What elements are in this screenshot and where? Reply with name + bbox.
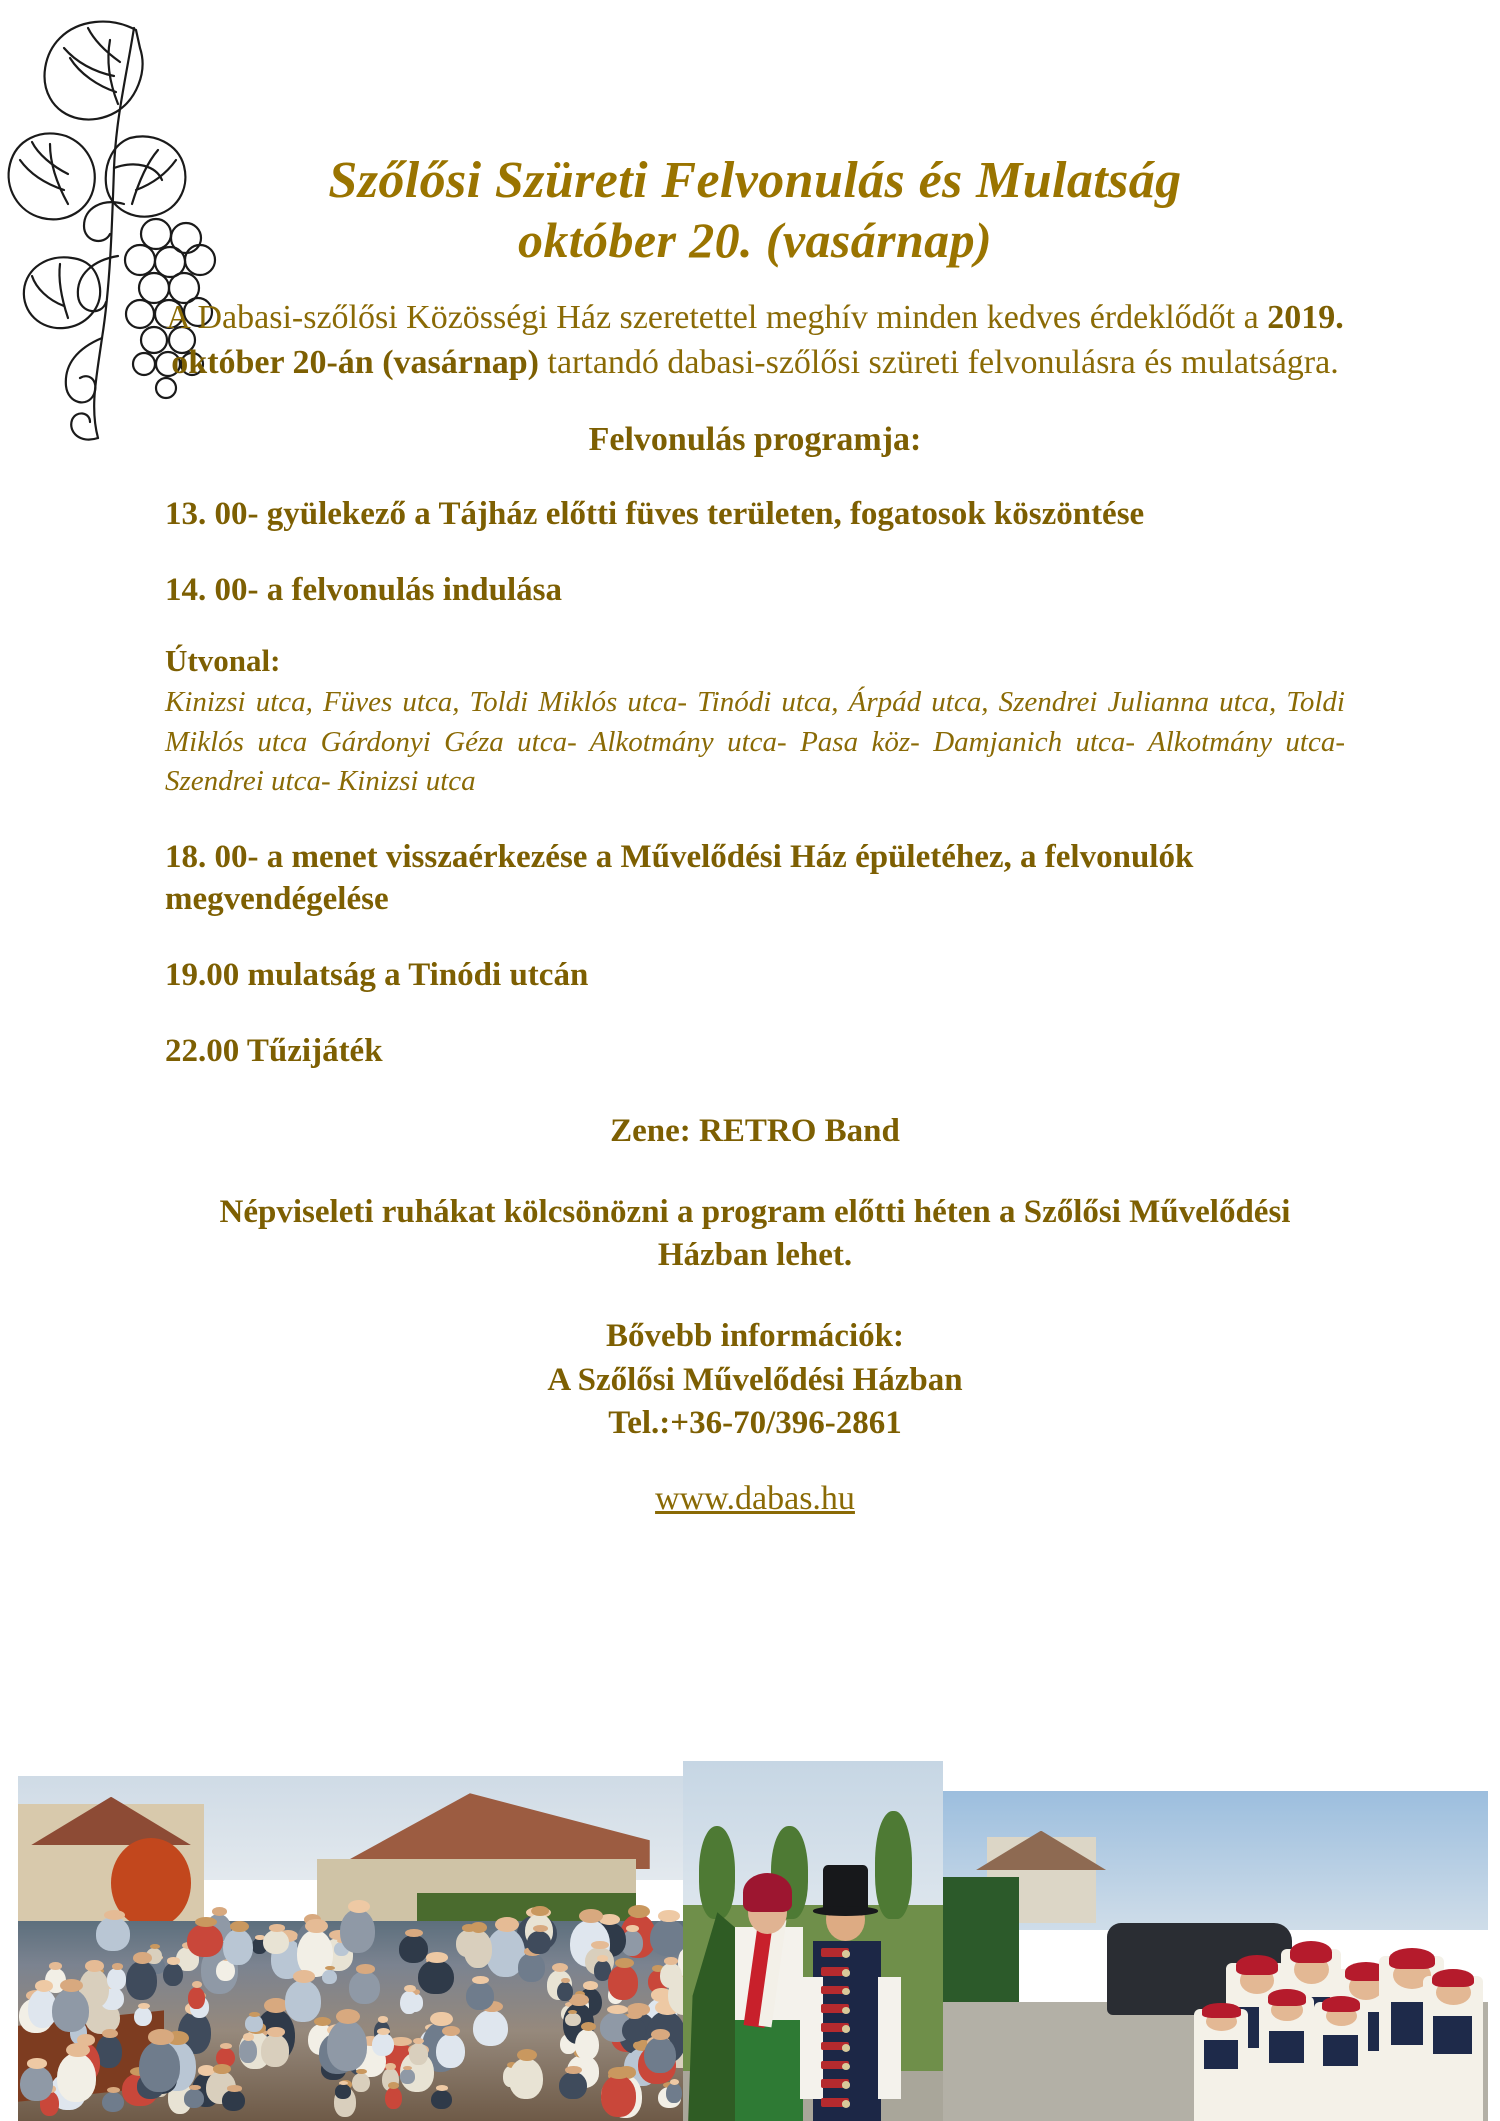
crowd-person-head	[348, 1900, 370, 1913]
crowd-person	[385, 2087, 402, 2109]
crowd-person	[644, 2037, 675, 2074]
group-photo	[943, 1791, 1488, 2121]
crowd-person-head	[628, 1905, 650, 1918]
crowd-person-head	[230, 1921, 249, 1932]
route-label: Útvonal:	[165, 643, 281, 679]
crowd-person	[188, 1987, 205, 2009]
girl-vest	[1323, 2035, 1358, 2066]
crowd-person	[184, 2089, 204, 2108]
intro-after: tartandó dabasi-szőlősi szüreti felvonulásra és mulatságra.	[539, 343, 1339, 381]
vest-button	[842, 2007, 850, 2015]
crowd-person-head	[658, 1910, 680, 1921]
crowd-person	[436, 2034, 465, 2068]
contact-line-1: Bővebb információk:	[606, 1318, 904, 1355]
crowd-person	[245, 2015, 262, 2032]
crowd-person-head	[60, 1979, 83, 1992]
crowd-person	[239, 2039, 258, 2063]
route-text: Kinizsi utca, Füves utca, Toldi Miklós utca- Tinódi utca, Árpád utca, Szendrei Julianna utca, Toldi Miklós utca Gárdonyi Géza utca- Alkotmány utca- Pasa köz- Damjanich utca- Alkotmány utca- Szendrei utca- Kinizsi utca	[165, 686, 1345, 798]
intro-date: 2019. október 20-án (vasárnap)	[171, 299, 1344, 381]
crowd-person-head	[85, 1960, 104, 1972]
crowd-person-head	[102, 2029, 117, 2039]
girl-headpiece	[1268, 1989, 1306, 2005]
girl-headpiece	[1389, 1948, 1435, 1969]
intro-before: A Dabasi-szőlősi Közösségi Ház szeretettel meghív minden kedves érdeklődőt a	[166, 299, 1268, 337]
crowd-person-head	[269, 1924, 285, 1931]
crowd-person-head	[388, 2082, 399, 2089]
girl-vest	[1433, 2016, 1471, 2054]
crowd-person	[352, 2073, 370, 2092]
crowd-person	[335, 2084, 351, 2098]
crowd-person	[650, 1919, 683, 1957]
vest-button	[842, 2100, 850, 2108]
crowd-person	[622, 2018, 646, 2043]
crowd-person-head	[112, 1963, 123, 1970]
music-line: Zene: RETRO Band	[610, 1113, 900, 1150]
crowd-person	[409, 2043, 428, 2065]
man-sleeve-left	[800, 1977, 823, 2099]
crowd-person	[340, 1909, 375, 1953]
crowd-person	[431, 2090, 452, 2109]
crowd-person-head	[27, 2058, 47, 2068]
crowd-person-head	[378, 2016, 388, 2022]
crowd-person	[322, 1970, 337, 1984]
crowd-person-head	[615, 1958, 634, 1968]
man-hat-brim	[813, 1906, 878, 1915]
crowd-person-head	[568, 2010, 577, 2014]
crowd-person	[222, 2090, 245, 2111]
crowd-person-head	[495, 1917, 519, 1932]
crowd-person	[608, 1965, 639, 1999]
schedule-item-1300: 13. 00- gyülekező a Tájház előtti füves területen, fogatosok köszöntése	[165, 495, 1145, 532]
schedule-item-1800: 18. 00- a menet visszaérkezése a Művelődési Ház épületéhez, a felvonulók megvendégelése	[165, 838, 1194, 917]
parade-photo	[18, 1776, 683, 2121]
crowd-person	[126, 1961, 157, 2000]
crowd-person	[575, 2029, 599, 2060]
crowd-person	[285, 1980, 322, 2022]
page-title-line2: október 20. (vasárnap)	[517, 212, 993, 269]
crowd-person-head	[377, 2028, 390, 2035]
crowd-person	[96, 2035, 121, 2067]
crowd-person	[327, 2020, 367, 2070]
schedule-item-1400: 14. 00- a felvonulás indulása	[165, 571, 562, 608]
crowd-person	[263, 1930, 289, 1954]
crowd-person	[96, 1917, 131, 1951]
tree-3	[875, 1811, 911, 1919]
program-heading: Felvonulás programja:	[588, 420, 922, 458]
couple-photo	[683, 1761, 943, 2121]
man-sleeve-right	[878, 1977, 901, 2099]
vest-button	[842, 2063, 850, 2071]
crowd-person-head	[305, 1919, 328, 1933]
girl-headpiece	[1290, 1941, 1332, 1963]
crowd-person-head	[583, 1981, 598, 1990]
poster-content	[165, 150, 1345, 1518]
crowd-person	[261, 2034, 289, 2066]
crowd-person-head	[627, 2012, 642, 2020]
girl-headpiece	[1432, 1969, 1474, 1988]
crowd-person-head	[591, 1941, 609, 1950]
crowd-person-head	[426, 1952, 448, 1962]
contact-line-2: A Szőlősi Művelődési Házban	[547, 1361, 963, 1398]
vest-button	[842, 2044, 850, 2052]
crowd-person-head	[49, 1962, 62, 1970]
vest-button	[842, 2025, 850, 2033]
crowd-person-head	[249, 2012, 260, 2017]
crowd-person	[400, 2069, 415, 2083]
crowd-person-head	[608, 2067, 630, 2079]
crowd-person	[660, 1963, 681, 1988]
crowd-person	[601, 2075, 636, 2117]
crowd-person-head	[195, 1917, 217, 1927]
crowd-person	[456, 1930, 480, 1957]
contact-phone: Tel.:+36-70/396-2861	[608, 1405, 902, 1442]
page-title-line1: Szőlősi Szüreti Felvonulás és Mulatság	[328, 152, 1182, 209]
crowd-person	[57, 2053, 96, 2102]
crowd-person	[349, 1971, 380, 2004]
woman-headscarf	[743, 1873, 792, 1913]
crowd-person-head	[664, 1957, 677, 1965]
crowd-person-head	[597, 1955, 608, 1961]
vest-button	[842, 1950, 850, 1958]
crowd-person	[372, 2033, 393, 2056]
crowd-person	[400, 1991, 418, 2014]
crowd-person-head	[227, 2085, 242, 2091]
crowd-person	[187, 1924, 223, 1957]
crowd-person-head	[325, 1966, 334, 1970]
crowd-person-head	[66, 2043, 90, 2057]
crowd-person-head	[267, 2027, 284, 2037]
crowd-person	[557, 1982, 572, 2001]
crowd-person-head	[150, 1944, 160, 1949]
crowd-person-head	[651, 2029, 670, 2040]
costume-notice: Népviseleti ruhákat kölcsönözni a program előtti héten a Szőlősi Művelődési Házban lehet.	[219, 1194, 1291, 1274]
crowd-person-head	[213, 2064, 232, 2074]
crowd-person	[163, 1963, 183, 1986]
schedule-item-1900: 19.00 mulatság a Tinódi utcán	[165, 956, 589, 993]
crowd-person	[666, 2083, 681, 2103]
photo-strip	[0, 1746, 1500, 2121]
crowd-person	[418, 1960, 453, 1995]
website-link[interactable]: www.dabas.hu	[655, 1479, 855, 1517]
crowd-person-head	[35, 1980, 53, 1992]
crowd-person	[518, 1953, 545, 1981]
crowd-person-head	[293, 1970, 316, 1983]
crowd-person	[139, 2041, 180, 2092]
crowd-person	[509, 2058, 543, 2099]
crowd-person-head	[462, 1924, 477, 1932]
man-hat	[823, 1865, 867, 1912]
crowd-person-head	[243, 2033, 254, 2040]
woman-skirt	[735, 2013, 803, 2121]
crowd-person-head	[517, 2049, 538, 2061]
crowd-person	[20, 2066, 53, 2101]
crowd-person-head	[356, 1964, 375, 1974]
crowd-person-head	[138, 2003, 149, 2009]
crowd-person-head	[607, 2005, 628, 2014]
girl-vest	[1269, 2031, 1304, 2064]
crowd-person	[399, 1935, 428, 1963]
vest-button	[842, 2081, 850, 2089]
vest-button	[842, 1969, 850, 1977]
crowd-person	[559, 2072, 586, 2099]
crowd-person-head	[167, 1957, 180, 1964]
tree-1	[699, 1826, 735, 1920]
girl-headpiece	[1322, 1996, 1360, 2011]
crowd-person-head	[133, 1952, 152, 1964]
crowd-person	[107, 1968, 126, 1990]
crowd-person	[223, 1929, 253, 1966]
contact-block	[165, 1315, 1345, 1446]
crowd-person-head	[148, 2029, 173, 2045]
girl-headpiece	[1202, 2003, 1240, 2018]
crowd-person	[527, 1931, 552, 1955]
schedule-item-2200: 22.00 Tűzijáték	[165, 1033, 383, 1070]
intro-paragraph	[165, 296, 1345, 384]
crowd-person	[52, 1989, 89, 2032]
crowd-person-head	[565, 2066, 582, 2074]
crowd-person-head	[212, 1907, 227, 1916]
crowd-person	[565, 2013, 580, 2026]
girl-vest	[1204, 2040, 1239, 2069]
crowd-person-head	[385, 2063, 396, 2070]
crowd-person	[466, 1982, 495, 2010]
girl-headpiece	[1236, 1955, 1278, 1976]
crowd-person	[473, 2010, 508, 2047]
crowd-person	[102, 2092, 124, 2113]
